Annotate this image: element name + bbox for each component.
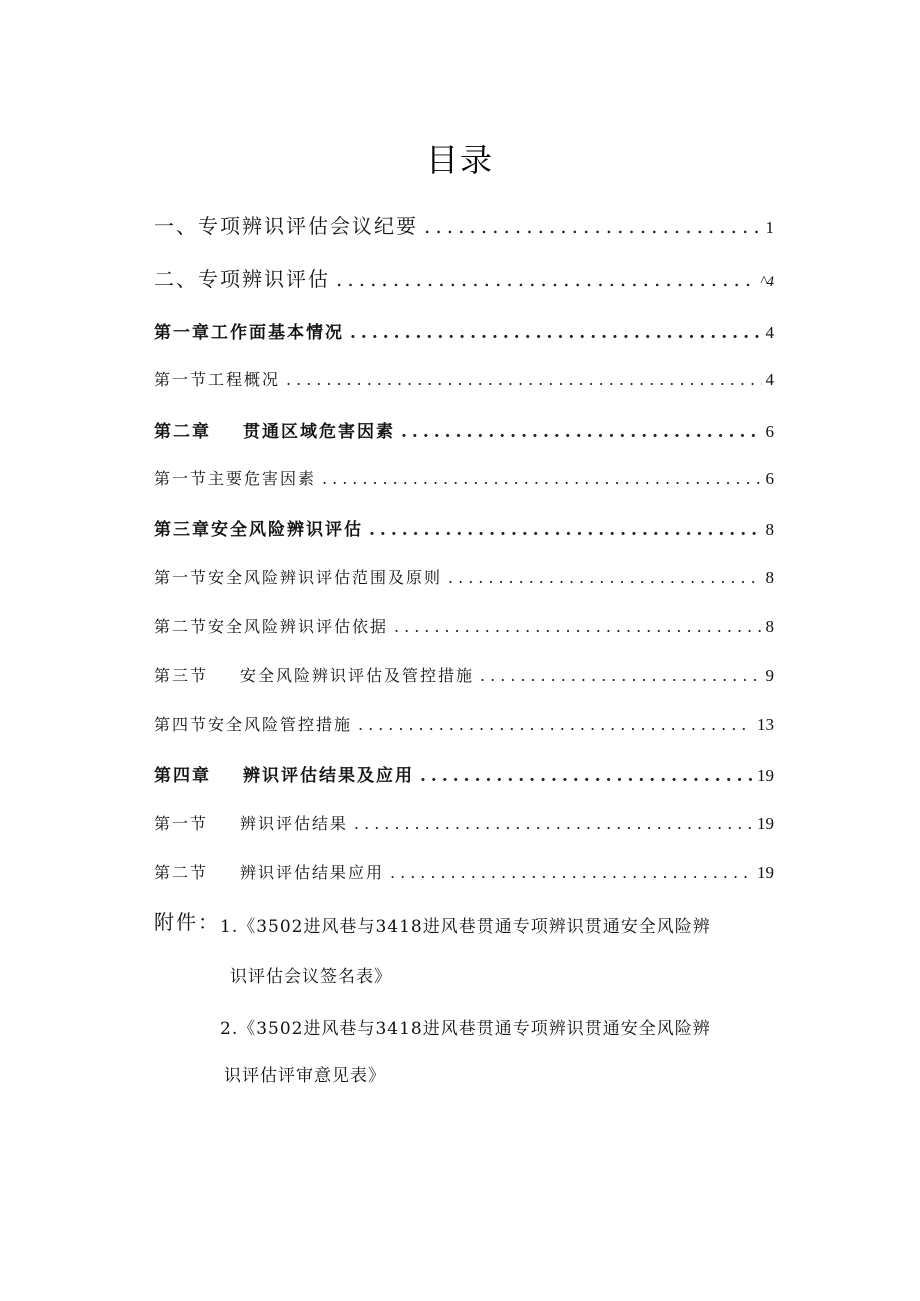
toc-leader-dots	[350, 323, 762, 343]
toc-entry[interactable]	[154, 466, 774, 489]
toc-entry-label: 第一节安全风险辨识评估范围及原则	[154, 568, 443, 587]
toc-leader-dots	[286, 370, 761, 389]
toc-page-number: 19	[757, 814, 774, 833]
toc-page-number: 4	[765, 323, 774, 342]
toc-page-number: ^4	[760, 274, 774, 290]
toc-entry-label	[154, 860, 384, 883]
toc-entry[interactable]	[154, 565, 774, 588]
toc-entry[interactable]	[154, 761, 774, 786]
toc-page-number: 6	[765, 469, 774, 488]
toc-entry[interactable]	[154, 318, 774, 343]
toc-entry-label: 二、专项辨识评估	[154, 267, 330, 291]
toc-page-number: 19	[757, 863, 774, 882]
attachment-item-1-line1[interactable]: 1.《3502进风巷与3418进风巷贯通专项辨识贯通安全风险辨	[220, 917, 711, 937]
toc-entry[interactable]	[154, 712, 774, 735]
toc-entry-label: 第四节安全风险管控措施	[154, 715, 353, 734]
toc-entry[interactable]	[154, 367, 774, 390]
toc-leader-dots	[369, 520, 762, 540]
toc-entry-label: 第三章安全风险辨识评估	[154, 520, 363, 540]
toc-page-number: 1	[765, 218, 774, 237]
attachment-item-2-line1[interactable]: 2.《3502进风巷与3418进风巷贯通专项辨识贯通安全风险辨	[220, 1019, 711, 1039]
toc-entry-label: 第一节工程概况	[154, 370, 281, 389]
toc-entry-label-head: 第一节	[154, 814, 209, 833]
toc-leader-dots	[480, 666, 761, 685]
toc-leader-dots	[322, 469, 761, 488]
toc-entry-label: 第二节安全风险辨识评估依据	[154, 617, 389, 636]
toc-entry-label	[154, 417, 395, 442]
toc-entry-label	[154, 761, 414, 786]
toc-leader-dots	[420, 766, 753, 786]
toc-entry[interactable]	[154, 263, 774, 292]
toc-entry-label-head: 第二章	[154, 422, 211, 442]
toc-entry-label-head: 第四章	[154, 766, 211, 786]
toc-leader-dots	[336, 267, 756, 291]
toc-entry-label-rest: 辨识评估结果应用	[240, 863, 385, 882]
toc-entry-label	[154, 811, 348, 834]
toc-page-number: 6	[765, 422, 774, 441]
toc-entry-label-head: 第三节	[154, 666, 209, 685]
toc-leader-dots	[448, 568, 761, 587]
toc-page-number: 8	[765, 617, 774, 636]
attachment-item-1-line2[interactable]: 识评估会议签名表》	[230, 967, 392, 987]
toc-entry[interactable]	[154, 860, 774, 883]
attachments-heading: 附件：	[154, 910, 220, 934]
toc-leader-dots	[390, 863, 753, 882]
toc-page-number: 8	[765, 568, 774, 587]
toc-page-number: 8	[765, 520, 774, 539]
toc-entry[interactable]	[154, 811, 774, 834]
toc-entry[interactable]	[154, 663, 774, 686]
toc-page-number: 9	[765, 666, 774, 685]
toc-page-number: 4	[765, 370, 774, 389]
toc-entry[interactable]	[154, 614, 774, 637]
toc-leader-dots	[424, 214, 762, 238]
toc-entry-label: 一、专项辨识评估会议纪要	[154, 214, 418, 238]
attachment-item-2-line2[interactable]: 识评估评审意见表》	[224, 1066, 386, 1086]
toc-leader-dots	[394, 617, 761, 636]
toc-entry[interactable]	[154, 515, 774, 540]
toc-leader-dots	[401, 422, 762, 442]
toc-entry[interactable]	[154, 417, 774, 442]
toc-entry-label-rest: 辨识评估结果及应用	[243, 766, 414, 786]
toc-entry-label-head: 第二节	[154, 863, 209, 882]
toc-entry-label-rest: 贯通区域危害因素	[243, 422, 395, 442]
toc-leader-dots	[358, 715, 753, 734]
toc-entry-label	[154, 663, 474, 686]
toc-leader-dots	[354, 814, 753, 833]
toc-entry-label-rest: 辨识评估结果	[240, 814, 349, 833]
toc-entry-label: 第一节主要危害因素	[154, 469, 317, 488]
toc-entry-label: 第一章工作面基本情况	[154, 323, 344, 343]
page-title: 目录	[425, 141, 494, 179]
toc-page-number: 19	[757, 766, 774, 785]
toc-entry-label-rest: 安全风险辨识评估及管控措施	[240, 666, 475, 685]
toc-page-number: 13	[757, 715, 774, 734]
toc-entry[interactable]	[154, 210, 774, 239]
